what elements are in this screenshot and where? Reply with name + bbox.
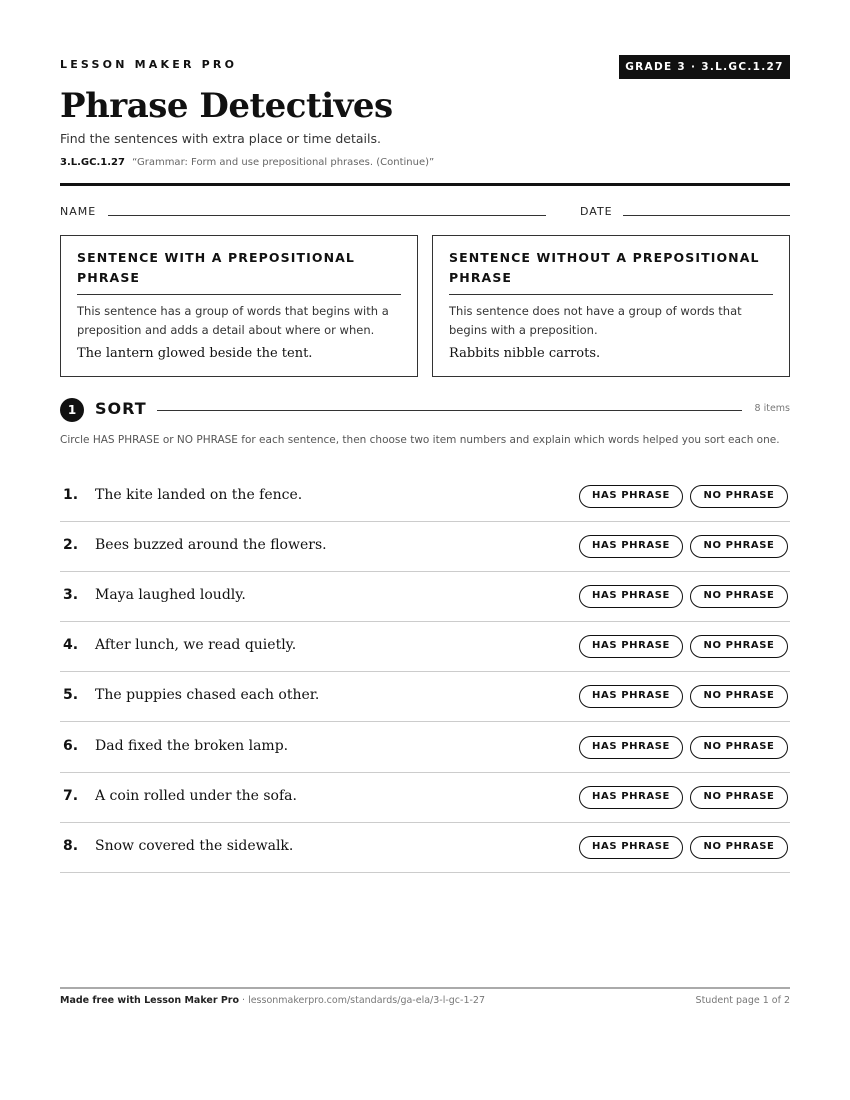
definition-example: Rabbits nibble carrots. (449, 346, 601, 361)
no-phrase-option[interactable]: NO PHRASE (690, 836, 788, 859)
list-item (60, 622, 790, 672)
list-item (60, 723, 790, 773)
item-number: 6. (63, 738, 79, 754)
definition-card-with-phrase (60, 235, 418, 377)
footer-page-number: Student page 1 of 2 (695, 995, 790, 1006)
footer-rule (60, 987, 790, 989)
has-phrase-option[interactable]: HAS PHRASE (579, 485, 683, 508)
has-phrase-option[interactable]: HAS PHRASE (579, 585, 683, 608)
item-number: 8. (63, 838, 79, 854)
no-phrase-option[interactable]: NO PHRASE (690, 786, 788, 809)
footer-brand: Made free with Lesson Maker Pro (60, 995, 240, 1006)
page-subtitle: Find the sentences with extra place or time details. (60, 131, 381, 146)
has-phrase-option[interactable]: HAS PHRASE (579, 635, 683, 658)
list-item (60, 472, 790, 522)
has-phrase-option[interactable]: HAS PHRASE (579, 786, 683, 809)
item-sentence: Dad fixed the broken lamp. (95, 738, 289, 754)
header-rule (60, 183, 790, 186)
item-number: 1. (63, 487, 79, 503)
list-item (60, 522, 790, 572)
list-item (60, 572, 790, 622)
item-number: 3. (63, 587, 79, 603)
standard-code: 3.L.GC.1.27 (60, 157, 125, 168)
page-title: Phrase Detectives (60, 86, 393, 126)
item-number: 2. (63, 537, 79, 553)
item-number: 7. (63, 788, 79, 804)
definition-card-without-phrase (432, 235, 790, 377)
definition-description: This sentence does not have a group of words that begins with a preposition. (449, 304, 742, 337)
section-title: SORT (95, 399, 147, 418)
name-field[interactable] (108, 215, 546, 216)
list-item (60, 773, 790, 823)
item-sentence: After lunch, we read quietly. (95, 637, 297, 653)
name-label: NAME (60, 205, 97, 218)
item-sentence: The kite landed on the fence. (95, 487, 303, 503)
definition-title: SENTENCE WITH A PREPOSITIONAL PHRASE (77, 248, 401, 295)
section-number-badge: 1 (60, 398, 84, 422)
item-sentence: Snow covered the sidewalk. (95, 838, 294, 854)
grade-badge: GRADE 3 · 3.L.GC.1.27 (619, 55, 790, 79)
has-phrase-option[interactable]: HAS PHRASE (579, 685, 683, 708)
standard-line (60, 157, 434, 168)
no-phrase-option[interactable]: NO PHRASE (690, 736, 788, 759)
item-sentence: The puppies chased each other. (95, 687, 320, 703)
definition-title: SENTENCE WITHOUT A PREPOSITIONAL PHRASE (449, 248, 773, 295)
footer-url: · lessonmakerpro.com/standards/ga-ela/3-l-gc-1-27 (239, 995, 486, 1006)
definition-description: This sentence has a group of words that begins with a preposition and adds a detail about where or when. (77, 304, 389, 337)
no-phrase-option[interactable]: NO PHRASE (690, 635, 788, 658)
no-phrase-option[interactable]: NO PHRASE (690, 535, 788, 558)
item-sentence: Bees buzzed around the flowers. (95, 537, 327, 553)
has-phrase-option[interactable]: HAS PHRASE (579, 736, 683, 759)
section-divider (157, 410, 742, 411)
item-sentence: A coin rolled under the sofa. (95, 788, 297, 804)
item-number: 4. (63, 637, 79, 653)
definition-example: The lantern glowed beside the tent. (77, 346, 313, 361)
list-item (60, 672, 790, 722)
has-phrase-option[interactable]: HAS PHRASE (579, 535, 683, 558)
section-instructions: Circle HAS PHRASE or NO PHRASE for each sentence, then choose two item numbers and explain which words helped you sort each one. (60, 434, 780, 446)
date-label: DATE (580, 205, 613, 218)
date-field[interactable] (623, 215, 790, 216)
standard-description: “Grammar: Form and use prepositional phrases. (Continue)” (132, 157, 435, 168)
item-number: 5. (63, 687, 79, 703)
item-sentence: Maya laughed loudly. (95, 587, 246, 603)
footer-credit (60, 995, 485, 1006)
section-item-count: 8 items (754, 403, 790, 414)
no-phrase-option[interactable]: NO PHRASE (690, 585, 788, 608)
list-item (60, 823, 790, 873)
brand-name: LESSON MAKER PRO (60, 58, 238, 71)
no-phrase-option[interactable]: NO PHRASE (690, 685, 788, 708)
no-phrase-option[interactable]: NO PHRASE (690, 485, 788, 508)
has-phrase-option[interactable]: HAS PHRASE (579, 836, 683, 859)
